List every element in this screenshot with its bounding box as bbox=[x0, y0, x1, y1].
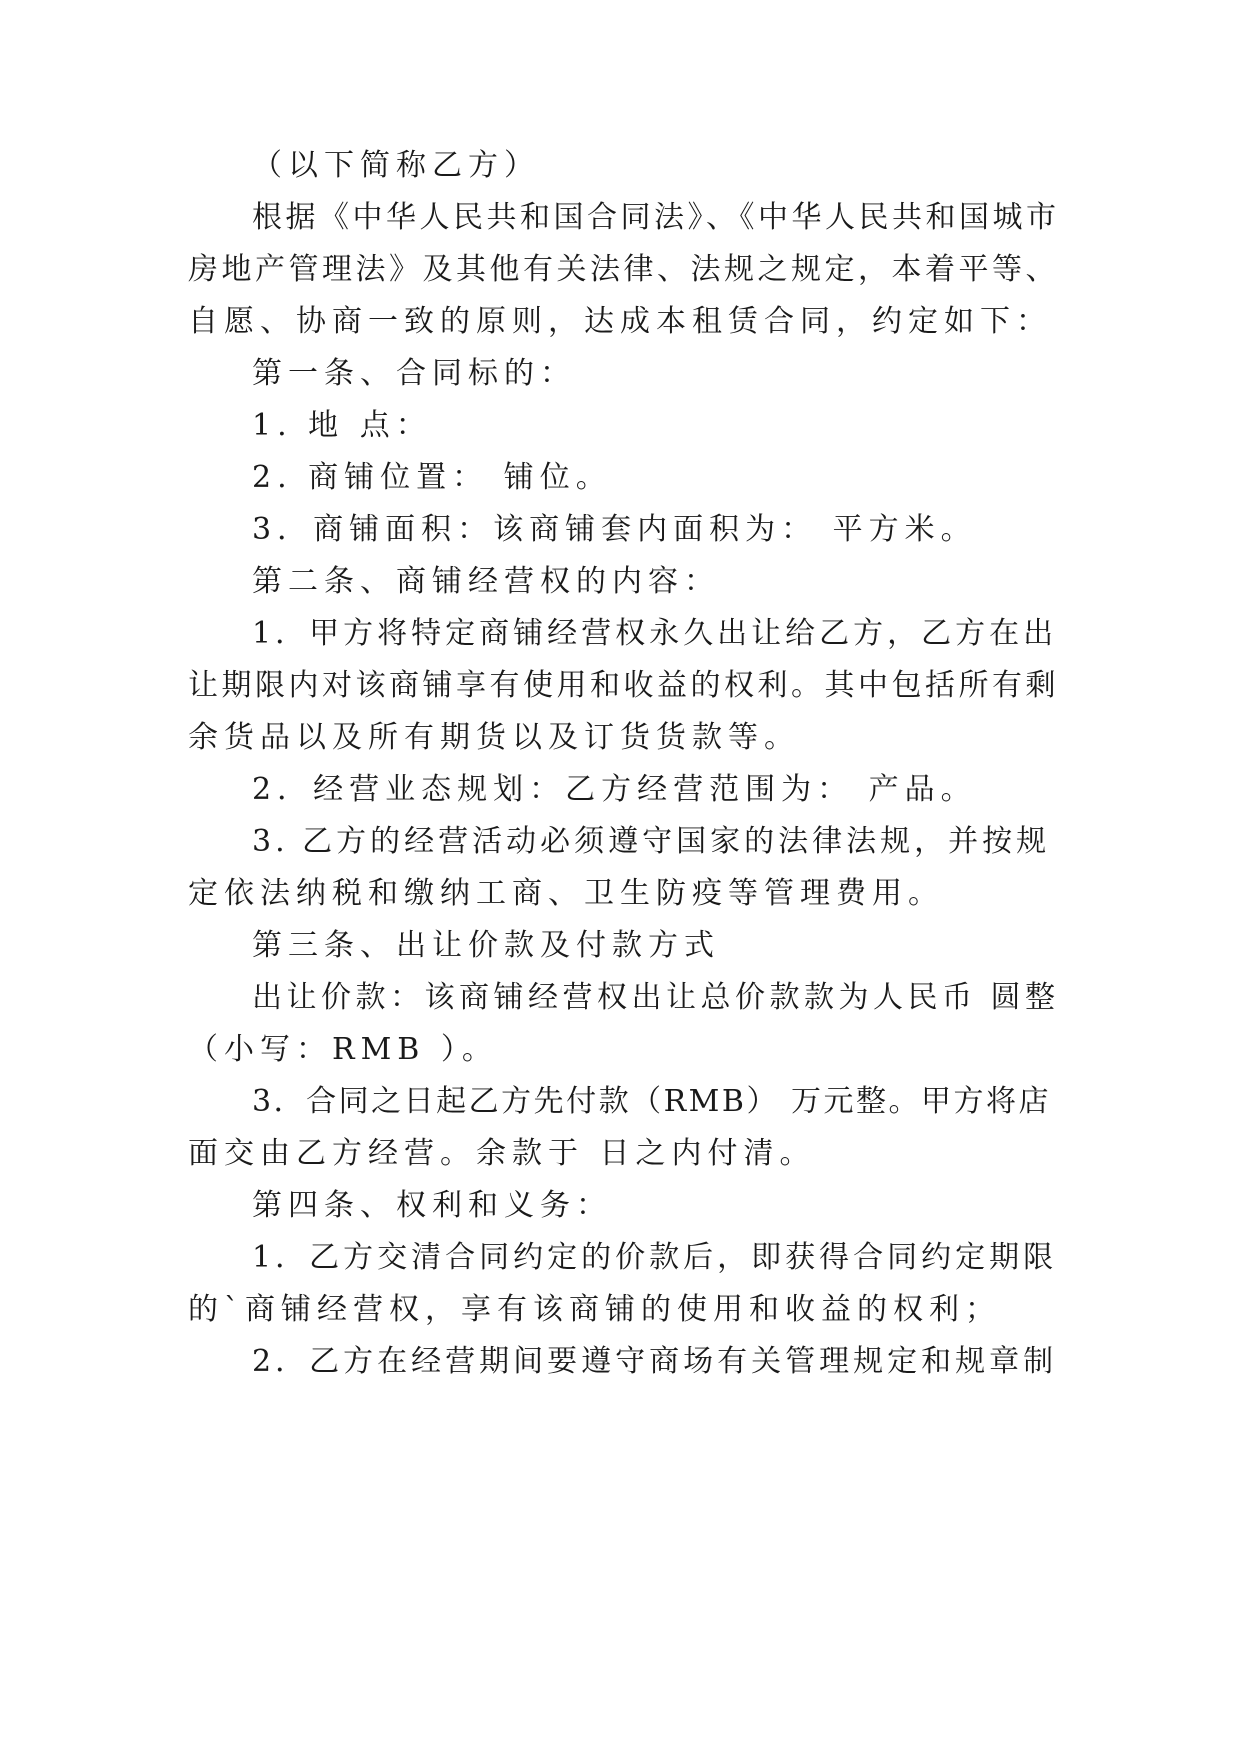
text-line-location: 1. 地 点： bbox=[252, 408, 432, 443]
text-line-price-1: 出让价款：该商铺经营权出让总价款款为人民币 圆整 bbox=[252, 980, 1060, 1015]
text-line-legal-basis-2: 房地产管理法》及其他有关法律、法规之规定，本着平等、 bbox=[188, 252, 1059, 287]
text-line-obligations-1: 2．乙方在经营期间要遵守商场有关管理规定和规章制 bbox=[252, 1344, 1058, 1379]
text-line-transfer-1: 1．甲方将特定商铺经营权永久出让给乙方，乙方在出 bbox=[252, 616, 1058, 651]
text-line-legal-basis-1: 根据《中华人民共和国合同法》、《中华人民共和国城市 bbox=[252, 200, 1060, 235]
text-line-payment-1: 3．合同之日起乙方先付款（RMB） 万元整。甲方将店 bbox=[252, 1084, 1051, 1119]
text-line-transfer-2: 让期限内对该商铺享有使用和收益的权利。其中包括所有剩 bbox=[188, 668, 1059, 703]
text-line-rights-1: 1．乙方交清合同约定的价款后，即获得合同约定期限 bbox=[252, 1240, 1058, 1275]
article-heading-3: 第三条、出让价款及付款方式 bbox=[252, 928, 720, 963]
text-line-business-scope: 2．经营业态规划：乙方经营范围为： 产品。 bbox=[252, 772, 977, 807]
article-heading-4: 第四条、权利和义务： bbox=[252, 1188, 612, 1223]
text-line-compliance-1: 3. 乙方的经营活动必须遵守国家的法律法规，并按规 bbox=[252, 824, 1051, 859]
text-line-compliance-2: 定依法纳税和缴纳工商、卫生防疫等管理费用。 bbox=[188, 876, 944, 911]
text-line-price-2: （小写：RMB ）。 bbox=[188, 1032, 498, 1067]
text-line-rights-2: 的`商铺经营权，享有该商铺的使用和收益的权利； bbox=[188, 1292, 1001, 1327]
text-line-shop-position: 2. 商铺位置： 铺位。 bbox=[252, 460, 612, 495]
article-heading-2: 第二条、商铺经营权的内容： bbox=[252, 564, 720, 599]
article-heading-1: 第一条、合同标的： bbox=[252, 356, 576, 391]
text-line-party-b: （以下简称乙方） bbox=[252, 148, 540, 183]
text-line-shop-area: 3．商铺面积：该商铺套内面积为： 平方米。 bbox=[252, 512, 977, 547]
text-line-transfer-3: 余货品以及所有期货以及订货货款等。 bbox=[188, 720, 800, 755]
text-line-legal-basis-3: 自愿、协商一致的原则，达成本租赁合同，约定如下： bbox=[188, 304, 1052, 339]
text-line-payment-2: 面交由乙方经营。余款于 日之内付清。 bbox=[188, 1136, 816, 1171]
